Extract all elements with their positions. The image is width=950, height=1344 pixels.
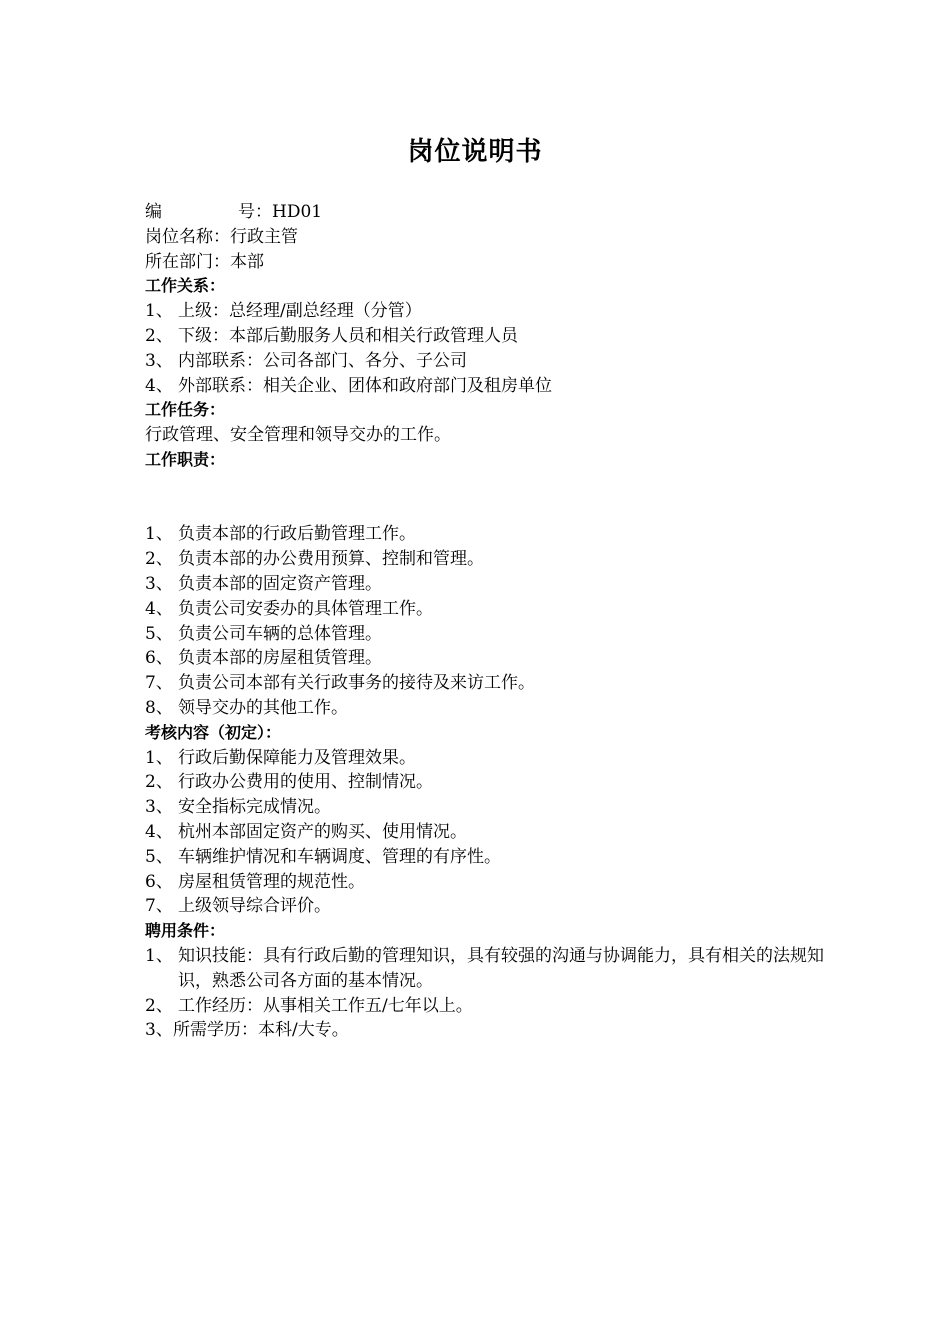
position-value: 行政主管 [230, 226, 298, 247]
item-text: 负责公司安委办的具体管理工作。 [178, 598, 433, 619]
duties-item [145, 522, 825, 547]
item-number: 1、 [145, 747, 173, 768]
duties-item [145, 597, 825, 622]
item-number: 1、 [145, 301, 173, 322]
item-text: 负责公司本部有关行政事务的接待及来访工作。 [178, 673, 535, 694]
item-number: 2、 [145, 325, 173, 346]
assessment-item [145, 894, 825, 919]
assessment-item [145, 795, 825, 820]
item-text: 行政办公费用的使用、控制情况。 [178, 772, 433, 793]
item-text: 上级领导综合评价。 [178, 896, 331, 917]
duties-item [145, 696, 825, 721]
document-title: 岗位说明书 [407, 137, 543, 167]
blank-gap [145, 473, 825, 523]
item-text: 外部联系：相关企业、团体和政府部门及租房单位 [178, 375, 552, 396]
item-number: 7、 [145, 673, 173, 694]
position-row [145, 225, 825, 250]
item-number: 3、 [145, 573, 173, 594]
relations-item [145, 299, 825, 324]
item-text: 负责本部的房屋租赁管理。 [178, 648, 382, 669]
department-row [145, 250, 825, 275]
duties-item [145, 646, 825, 671]
relations-heading: 工作关系： [145, 276, 226, 296]
tasks-heading: 工作任务： [145, 400, 226, 420]
item-number: 4、 [145, 375, 173, 396]
item-number: 3、 [145, 797, 173, 818]
item-text: 所需学历：本科/大专。 [173, 1020, 349, 1041]
department-value: 本部 [230, 251, 264, 272]
item-number: 5、 [145, 623, 173, 644]
item-text: 负责本部的固定资产管理。 [178, 573, 382, 594]
assessment-item [145, 746, 825, 771]
item-text: 行政后勤保障能力及管理效果。 [178, 747, 416, 768]
duties-item [145, 671, 825, 696]
code-row [145, 200, 825, 225]
document-body [145, 200, 825, 1043]
item-number: 7、 [145, 896, 173, 917]
item-text: 负责本部的行政后勤管理工作。 [178, 524, 416, 545]
assessment-item [145, 820, 825, 845]
requirements-heading: 聘用条件： [145, 921, 226, 941]
assessment-heading: 考核内容（初定）： [145, 722, 282, 742]
code-value: HD01 [272, 202, 323, 222]
item-number: 1、 [145, 945, 173, 966]
requirements-item [145, 1018, 825, 1043]
item-text: 下级：本部后勤服务人员和相关行政管理人员 [178, 325, 518, 346]
duties-item [145, 572, 825, 597]
duties-item [145, 622, 825, 647]
item-text: 知识技能：具有行政后勤的管理知识，具有较强的沟通与协调能力，具有相关的法规知识，熟悉公司各方面的基本情况。 [178, 945, 824, 991]
relations-item [145, 374, 825, 399]
item-text: 负责公司车辆的总体管理。 [178, 623, 382, 644]
item-number: 4、 [145, 821, 173, 842]
item-text: 领导交办的其他工作。 [178, 697, 348, 718]
assessment-item [145, 845, 825, 870]
department-label: 所在部门： [145, 251, 230, 272]
item-number: 6、 [145, 648, 173, 669]
item-number: 4、 [145, 598, 173, 619]
item-text: 工作经历：从事相关工作五/七年以上。 [178, 995, 473, 1016]
code-label-a: 编 [145, 202, 162, 222]
item-number: 2、 [145, 549, 173, 570]
requirements-item [145, 944, 825, 994]
item-number: 2、 [145, 995, 173, 1016]
item-text: 负责本部的办公费用预算、控制和管理。 [178, 549, 484, 570]
code-label-b: 号： [238, 202, 272, 222]
item-text: 房屋租赁管理的规范性。 [178, 871, 365, 892]
item-number: 5、 [145, 846, 173, 867]
item-number: 6、 [145, 871, 173, 892]
duties-item [145, 547, 825, 572]
duties-heading: 工作职责： [145, 449, 226, 469]
item-number: 3、 [145, 350, 173, 371]
item-number: 8、 [145, 697, 173, 718]
tasks-text: 行政管理、安全管理和领导交办的工作。 [145, 425, 451, 446]
item-number: 3、 [145, 1020, 173, 1041]
item-text: 内部联系：公司各部门、各分、子公司 [178, 350, 467, 371]
relations-item [145, 349, 825, 374]
item-text: 安全指标完成情况。 [178, 797, 331, 818]
relations-item [145, 324, 825, 349]
item-text: 车辆维护情况和车辆调度、管理的有序性。 [178, 846, 501, 867]
item-text: 杭州本部固定资产的购买、使用情况。 [178, 821, 467, 842]
item-number: 1、 [145, 524, 173, 545]
position-label: 岗位名称： [145, 226, 230, 247]
item-number: 2、 [145, 772, 173, 793]
assessment-item [145, 770, 825, 795]
requirements-item [145, 994, 825, 1019]
item-text: 上级：总经理/副总经理（分管） [178, 301, 422, 322]
assessment-item [145, 870, 825, 895]
